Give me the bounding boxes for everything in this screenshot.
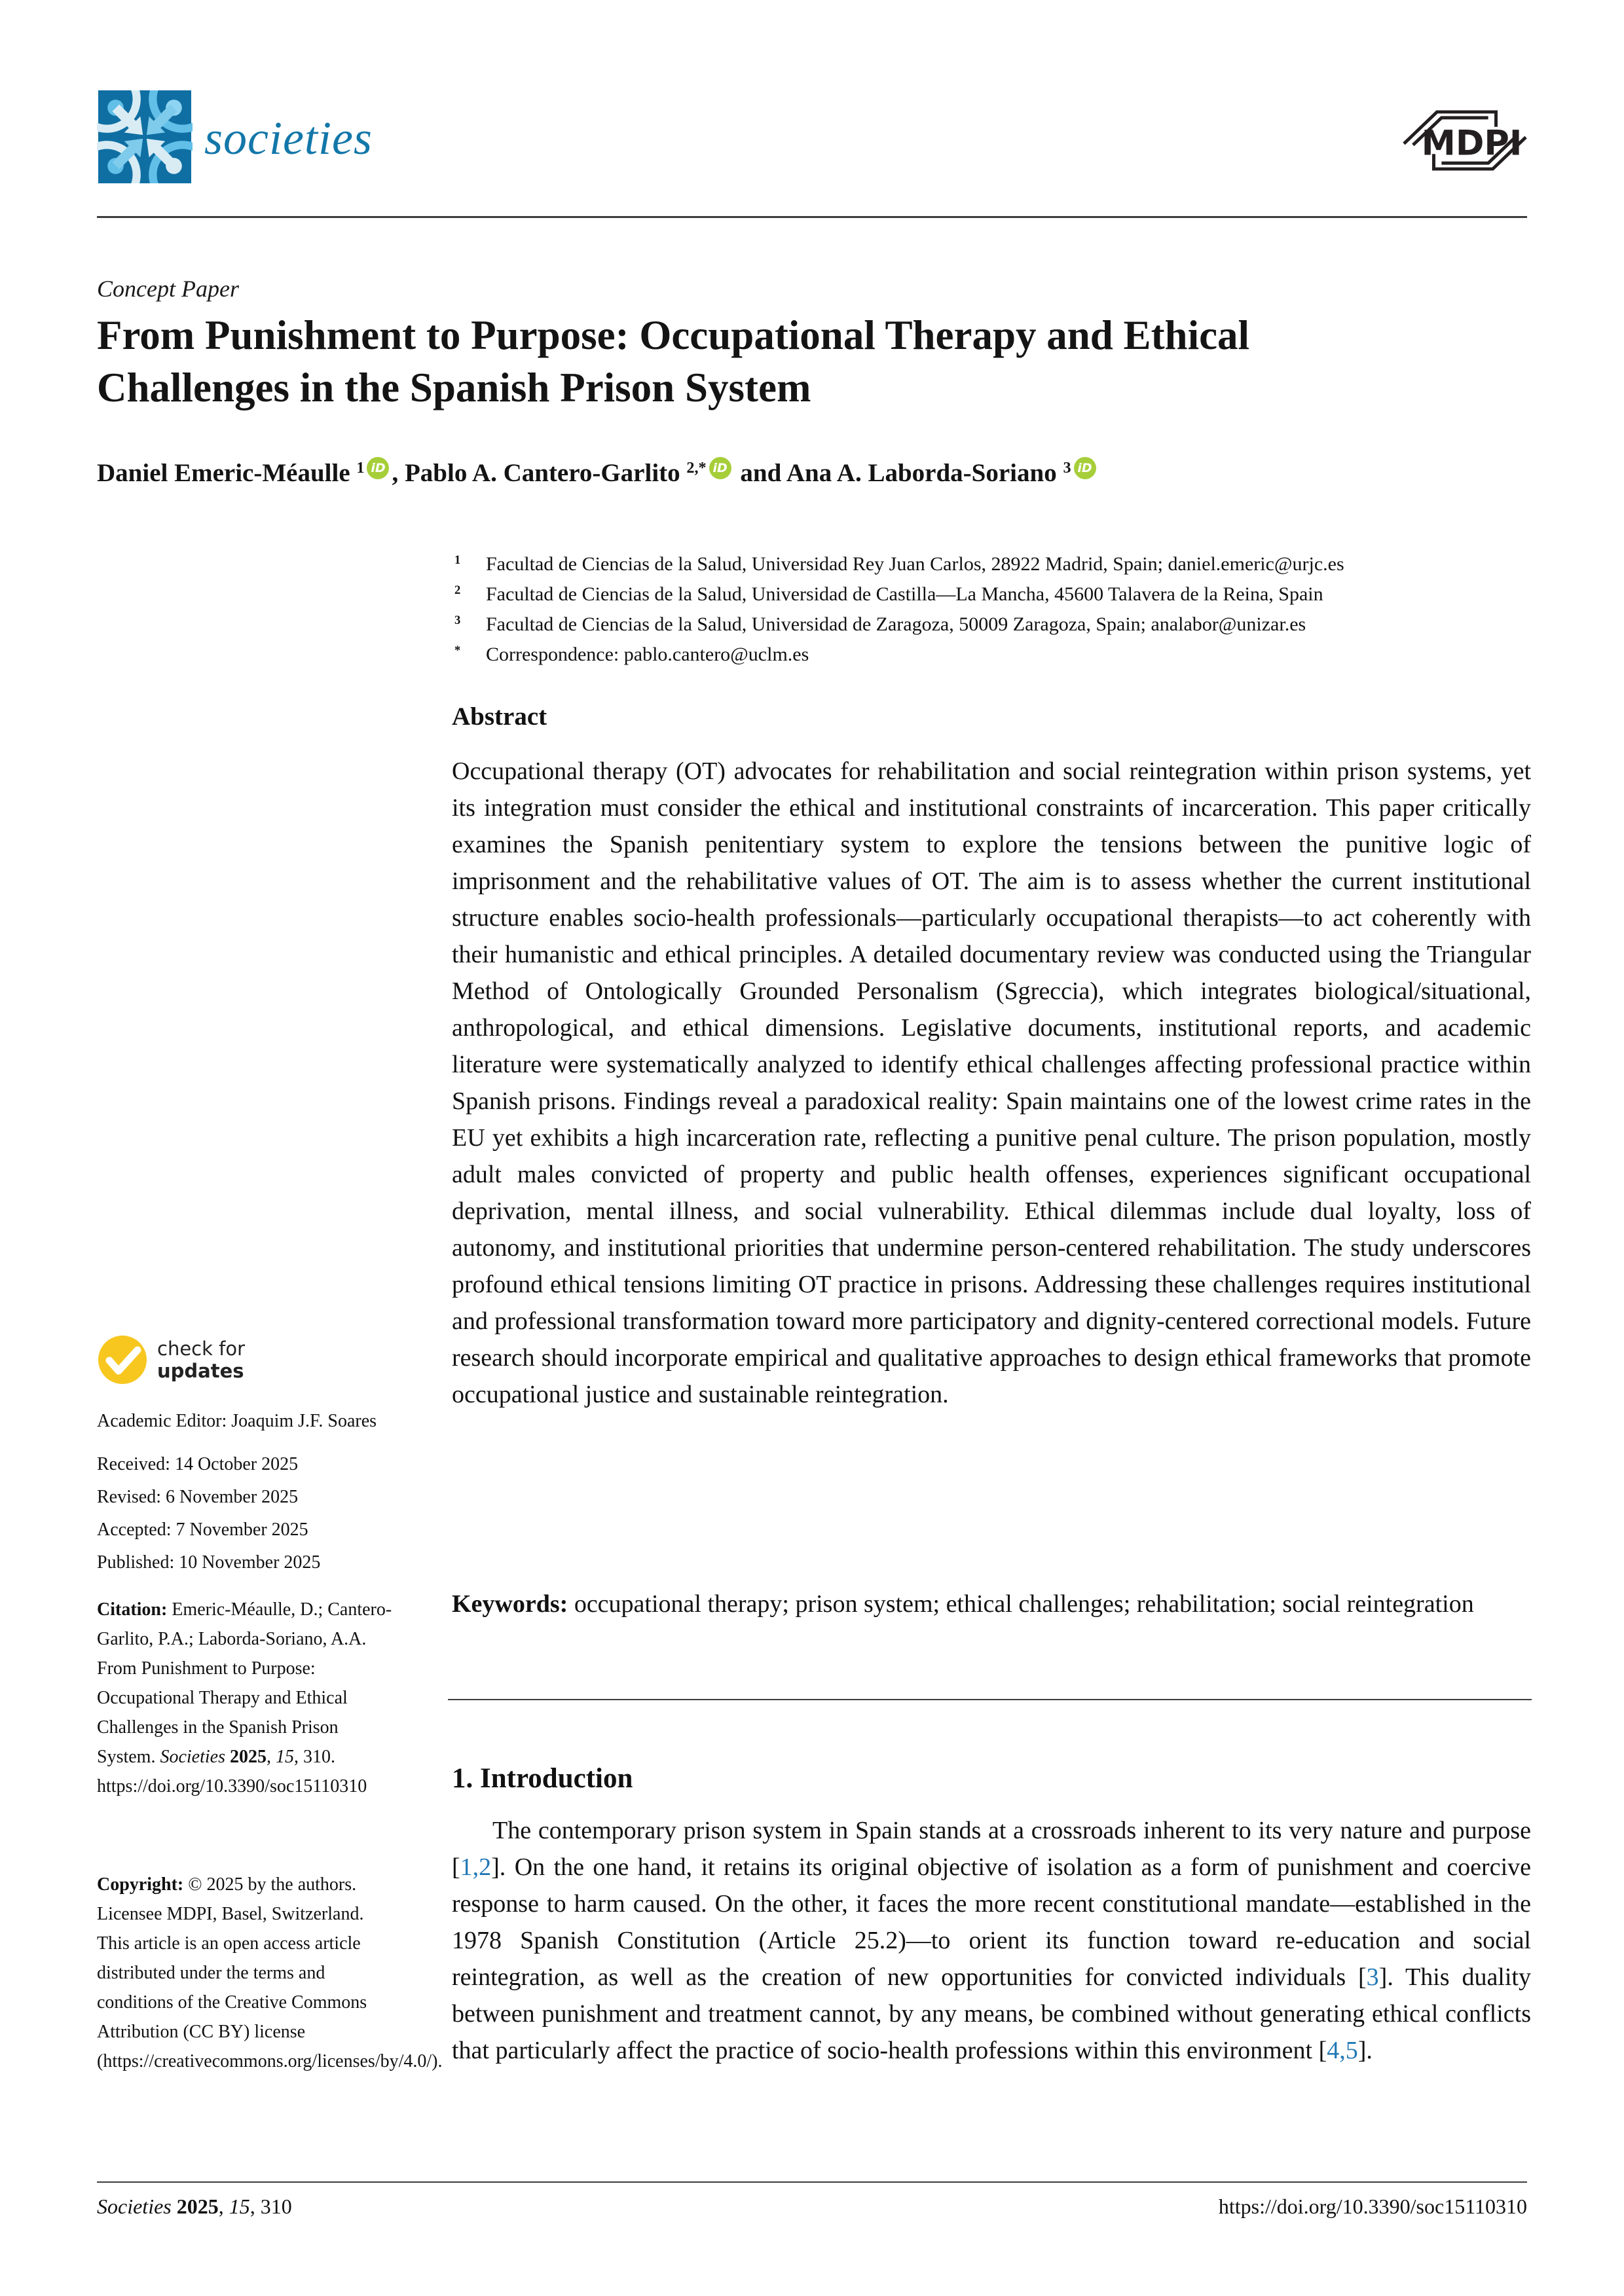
orcid-icon[interactable]: iD <box>367 457 389 479</box>
article-dates <box>97 1448 418 1579</box>
abstract-heading: Abstract <box>452 702 547 731</box>
affiliation-marker: 3 <box>454 613 461 627</box>
footer-doi-link[interactable]: https://doi.org/10.3390/soc15110310 <box>1218 2195 1527 2218</box>
date-line: Published: 10 November 2025 <box>97 1552 321 1573</box>
societies-logo-icon <box>97 90 193 183</box>
date-line: Received: 14 October 2025 <box>97 1454 299 1474</box>
date-line: Accepted: 7 November 2025 <box>97 1520 308 1540</box>
affiliation-text: Facultad de Ciencias de la Salud, Universidad de Zaragoza, 50009 Zaragoza, Spain; analabor@unizar.es <box>486 613 1306 635</box>
section-heading-introduction: 1. Introduction <box>452 1763 633 1794</box>
affiliation-text: Facultad de Ciencias de la Salud, Universidad de Castilla—La Mancha, 45600 Talavera de la Reina, Spain <box>486 583 1323 605</box>
article-type: Concept Paper <box>97 276 239 302</box>
affiliation-text: Correspondence: pablo.cantero@uclm.es <box>486 644 809 665</box>
journal-wordmark: societies <box>204 112 373 164</box>
badge-line1: check for <box>157 1338 245 1360</box>
orcid-icon[interactable]: iD <box>709 457 731 479</box>
societies-journal-logo <box>97 90 193 183</box>
copyright-block: Copyright: © 2025 by the authors. Licensee MDPI, Basel, Switzerland. This article is an open access article distributed under the terms and conditions of the Creative Commons Attribution (CC BY) license (https://creativecommons.org/licenses/by/4.0/). <box>97 1874 443 2071</box>
keywords-line: Keywords: occupational therapy; prison system; ethical challenges; rehabilitation; social reintegration <box>452 1590 1474 1618</box>
abstract-text: Occupational therapy (OT) advocates for rehabilitation and social reintegration within prison systems, yet its integration must consider the ethical and institutional constraints of incarceration. This paper critically examines the Spanish penitentiary system to explore the tensions between the punitive logic of imprisonment and the rehabilitative values of OT. The aim is to assess whether the current institutional structure enables socio-health professionals—particularly occupational therapists—to act coherently with their humanistic and ethical principles. A detailed documentary review was conducted using the Triangular Method of Ontologically Grounded Personalism (Sgreccia), which integrates biological/situational, anthropological, and ethical dimensions. Legislative documents, institutional reports, and academic literature were systematically analyzed to identify ethical challenges affecting professional practice within Spanish prisons. Findings reveal a paradoxical reality: Spain maintains one of the lowest crime rates in the EU yet exhibits a high incarceration rate, reflecting a punitive penal culture. The prison population, mostly adult males convicted of property and public health offenses, experiences significant occupational deprivation, mental illness, and social vulnerability. Ethical dilemmas include dual loyalty, loss of autonomy, and institutional priorities that undermine person-centered rehabilitation. The study underscores profound ethical tensions limiting OT practice in prisons. Addressing these challenges requires institutional and professional transformation toward more participatory and dignity-centered correctional models. Future research should incorporate empirical and qualitative approaches to design ethical frameworks that promote occupational justice and sustainable reintegration. <box>452 757 1531 1408</box>
section-rule <box>448 1699 1532 1700</box>
reference-link[interactable]: 1,2 <box>460 1853 492 1881</box>
date-line: Revised: 6 November 2025 <box>97 1487 299 1507</box>
footer-journal-ref: Societies 2025, 15, 310 <box>97 2195 292 2218</box>
affiliation-marker: * <box>454 643 461 657</box>
footer-rule <box>97 2181 1527 2183</box>
check-icon <box>98 1336 147 1384</box>
academic-editor: Academic Editor: Joaquim J.F. Soares <box>97 1411 377 1431</box>
authors-line: Daniel Emeric-Méaulle $^1$ iD , Pablo A. Cantero-Garlito $^{2,*}$ iD and Ana A. Laborda-Soriano $^3$ iD <box>97 458 1472 488</box>
affiliation-item <box>451 613 1538 644</box>
affiliation-marker: 2 <box>454 583 461 597</box>
svg-text:MDPI: MDPI <box>1421 123 1522 164</box>
header-rule <box>97 216 1527 218</box>
mdpi-logo-icon <box>1400 103 1530 178</box>
affiliations <box>451 553 1538 674</box>
affiliation-item <box>451 644 1538 674</box>
orcid-icon[interactable]: iD <box>1074 457 1096 479</box>
reference-link[interactable]: 4,5 <box>1327 2037 1358 2064</box>
citation-block: Citation: Emeric-Méaulle, D.; Cantero-Garlito, P.A.; Laborda-Soriano, A.A. From Punishment to Purpose: Occupational Therapy and Ethical Challenges in the Spanish Prison System. Societies 2025, 15, 310. https://doi.org/10.3390/soc15110310 <box>97 1599 392 1796</box>
badge-line2: updates <box>157 1360 244 1382</box>
affiliation-text: Facultad de Ciencias de la Salud, Universidad Rey Juan Carlos, 28922 Madrid, Spain; daniel.emeric@urjc.es <box>486 553 1344 575</box>
introduction-paragraph: The contemporary prison system in Spain stands at a crossroads inherent to its very nature and purpose [1,2]. On the one hand, it retains its original objective of isolation as a form of punishment and coercive response to harm caused. On the other, it faces the more recent constitutional mandate—established in the 1978 Spanish Constitution (Article 25.2)—to orient its function toward re-education and social reintegration, as well as the creation of new opportunities for convicted individuals [3]. This duality between punishment and treatment cannot, by any means, be combined without generating ethical conflicts that particularly affect the practice of socio-health professions within this environment [4,5]. <box>452 1817 1531 2064</box>
mdpi-logo <box>1400 103 1530 181</box>
affiliation-item <box>451 583 1538 613</box>
check-for-updates-label <box>157 1338 245 1382</box>
check-for-updates-badge[interactable] <box>98 1336 245 1384</box>
affiliation-marker: 1 <box>454 553 461 567</box>
reference-link[interactable]: 3 <box>1366 1963 1379 1991</box>
page-title: From Punishment to Purpose: Occupational Therapy and Ethical Challenges in the Spanish Prison System <box>97 312 1250 410</box>
affiliation-item <box>451 553 1538 583</box>
